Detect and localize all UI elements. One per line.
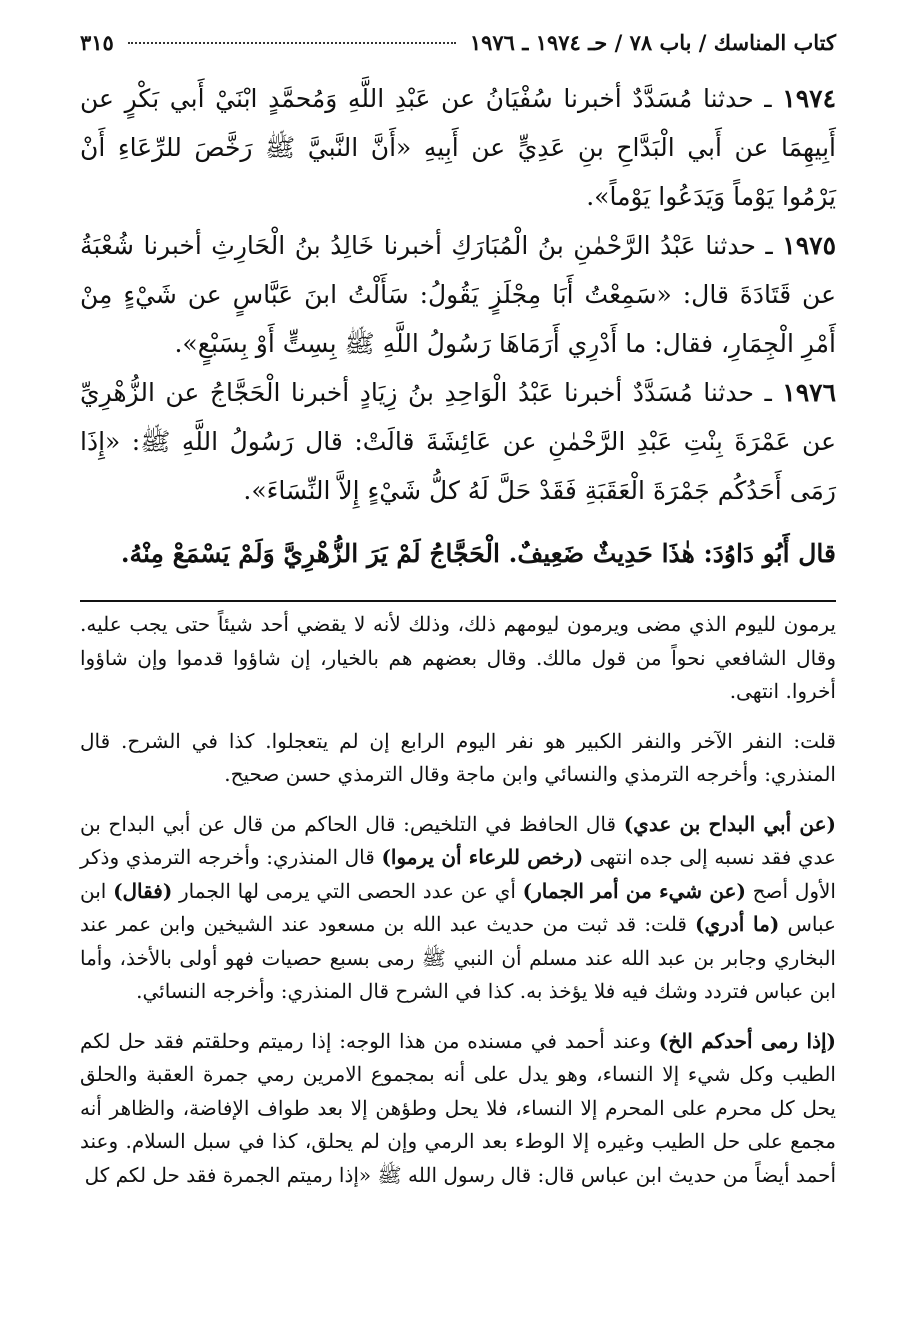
hadith-body: ـ حدثنا عَبْدُ الرَّحْمٰنِ بنُ الْمُبَارَكِ أخبرنا خَالِدُ بنُ الْحَارِثِ أخبرنا شُعْبَةُ عن قَتَادَةَ قال: «سَمِعْتُ أَبَا مِجْلَزٍ يَقُولُ: سَأَلْتُ ابنَ عَبَّاسٍ عن شَيْءٍ مِنْ أَمْرِ الْجِمَارِ، فقال: ما أَدْرِي أَرَمَاهَا رَسُولُ اللَّهِ ﷺ بِسِتٍّ أَوْ بِسَبْعٍ». — [80, 231, 836, 358]
commentary-text: قلت: النفر الآخر والنفر الكبير هو نفر اليوم الرابع إن لم يتعجلوا. كذا في الشرح. قال المنذري: وأخرجه الترمذي والنسائي وابن ماجة وقال الترمذي حسن صحيح. — [80, 728, 836, 786]
running-header — [80, 30, 836, 74]
commentary-text: ابن عباس — [80, 878, 836, 936]
hadith-1975 — [80, 221, 836, 368]
commentary-keyword: (رخص للرعاء أن يرموا) — [381, 845, 584, 869]
commentary-keyword: (عن أبي البداح بن عدي) — [623, 811, 836, 836]
commentary-keyword: (ما أدري) — [695, 912, 780, 936]
abu-dawud-note: قال أَبُو دَاوُدَ: هٰذَا حَدِيثٌ ضَعِيفٌ. الْحَجَّاجُ لَمْ يَرَ الزُّهْرِيَّ وَلَمْ يَسْمَعْ مِنْهُ. — [120, 539, 836, 568]
commentary-paragraph — [80, 608, 836, 709]
hadith-number: ١٩٧٤ — [782, 84, 836, 113]
hadith-1976 — [80, 368, 836, 515]
commentary-text: يرمون لليوم الذي مضى ويرمون ليومهم ذلك، وذلك لأنه لا يقضي أحد شيئاً حتى يجب عليه. وقال الشافعي نحواً من قول مالك. وقال بعضهم هم بالخيار، إن شاؤوا قدموا وإن شاؤوا أخروا. انتهى. — [80, 612, 836, 703]
commentary-paragraph — [80, 808, 836, 1009]
commentary-keyword: (إذا رمى أحدكم الخ) — [658, 1028, 837, 1053]
commentary-keyword: (فقال) — [113, 878, 173, 903]
header-title: كتاب المناسك / باب ٧٨ / حـ ١٩٧٤ ـ ١٩٧٦ — [469, 30, 836, 55]
commentary-text: قال الحافظ في التلخيص: قال الحاكم من قال عن أبي البداح بن عدي فقد نسبه إلى جده انتهى — [80, 811, 836, 869]
commentary-keyword: (عن شيء من أمر الجمار) — [522, 878, 746, 903]
footnote-separator — [80, 600, 836, 602]
hadith-body: ـ حدثنا مُسَدَّدٌ أخبرنا عَبْدُ الْوَاحِدِ بنُ زِيَادٍ أخبرنا الْحَجَّاجُ عن الزُّهْرِيِّ عن عَمْرَةَ بِنْتِ عَبْدِ الرَّحْمٰنِ عن عَائِشَةَ قالَتْ: قال رَسُولُ اللَّهِ ﷺ: «إِذَا رَمَى أَحَدُكُم جَمْرَةَ الْعَقَبَةِ فَقَدْ حَلَّ لَهُ كلُّ شَيْءٍ إِلاَّ النِّسَاءَ». — [80, 378, 836, 505]
commentary-text: أي عن عدد الحصى التي يرمى لها الجمار — [172, 878, 523, 903]
commentary-paragraph — [80, 725, 836, 792]
hadith-text-block — [80, 74, 836, 578]
commentary-block — [80, 608, 836, 1192]
commentary-text: قال المنذري: وأخرجه الترمذي وذكر الأول أصح — [80, 845, 836, 903]
commentary-paragraph — [80, 1025, 836, 1193]
hadith-1974 — [80, 74, 836, 221]
commentary-text: وعند أحمد في مسنده من هذا الوجه: إذا رميتم وحلقتم فقد حل لكم الطيب وكل شيء إلا النساء، وهو يدل على أنه بمجموع الامرين رمي جمرة العقبة والحلق يحل كل محرم على المحرم إلا النساء، فلا يحل وطؤهن إلا بعد طواف الإفاضة، والظاهر أنه مجمع على حل الطيب وغيره إلا الوطء بعد الرمي وإن لم يحلق، كذا في سبل السلام. وعند أحمد أيضاً من حديث ابن عباس قال: قال رسول الله ﷺ «إذا رميتم الجمرة فقد حل لكم كل — [80, 1028, 836, 1187]
header-leader-dots — [128, 42, 456, 44]
commentary-text: قلت: قد ثبت من حديث عبد الله بن مسعود عند الشيخين وابن عمر عند البخاري وجابر بن عبد الله عند مسلم أن النبي ﷺ رمى بسبع حصيات فهو أولى بالأخذ، وأما ابن عباس فتردد وشك فيه فلا يؤخذ به. كذا في الشرح قال المنذري: وأخرجه النسائي. — [80, 912, 836, 1003]
hadith-body: ـ حدثنا مُسَدَّدٌ أخبرنا سُفْيَانُ عن عَبْدِ اللَّهِ وَمُحمَّدٍ ابْنَيْ أَبي بَكْرٍ عن أَبِيهِمَا عن أَبي الْبَدَّاحِ بنِ عَدِيٍّ عن أَبِيهِ «أَنَّ النَّبيَّ ﷺ رَخَّصَ للرِّعَاءِ أَنْ يَرْمُوا يَوْماً وَيَدَعُوا يَوْماً». — [80, 84, 836, 211]
hadith-number: ١٩٧٦ — [782, 378, 836, 407]
page-number: ٣١٥ — [80, 30, 114, 55]
hadith-number: ١٩٧٥ — [782, 231, 837, 260]
